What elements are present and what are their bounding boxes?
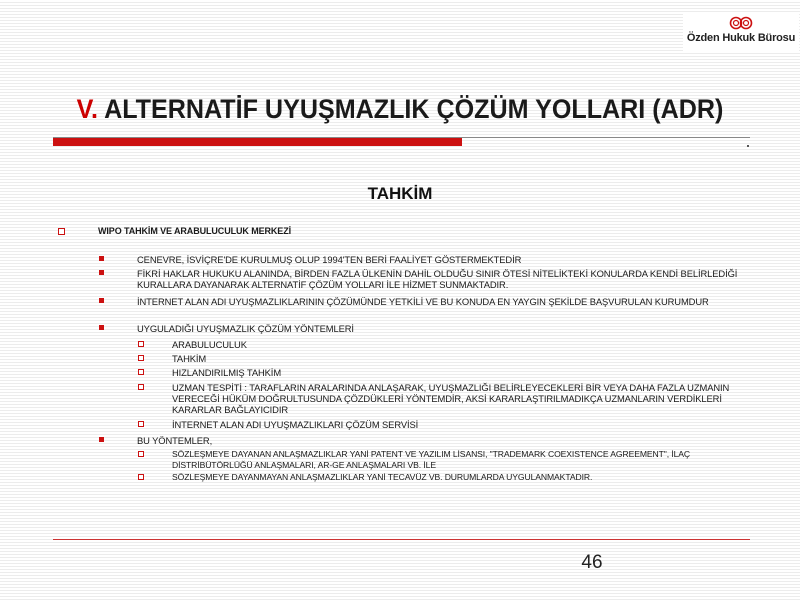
list-item-level3: HIZLANDIRILMIŞ TAHKİM: [172, 367, 282, 378]
small-hollow-bullet-icon: [138, 369, 144, 375]
title-divider-dot: [747, 145, 749, 147]
small-hollow-bullet-icon: [138, 451, 144, 457]
small-hollow-bullet-icon: [138, 474, 144, 480]
footer-divider: [53, 539, 750, 540]
page-number: 46: [581, 552, 603, 573]
list-item-level2: İNTERNET ALAN ADI UYUŞMAZLIKLARININ ÇÖZÜMÜNDE YETKİLİ VE BU KONUDA EN YAYGIN ŞEKİLDE BAŞVURULAN KURUMDUR: [137, 296, 709, 307]
chapter-number: V.: [76, 94, 99, 124]
interlinked-rings-icon: [728, 16, 754, 30]
firm-name: Özden Hukuk Bürosu: [686, 32, 796, 44]
title-accent-bar: [53, 138, 462, 146]
small-hollow-bullet-icon: [138, 384, 144, 390]
list-item-level2: BU YÖNTEMLER,: [137, 435, 213, 446]
red-square-bullet-icon: [99, 325, 104, 330]
small-hollow-bullet-icon: [138, 341, 144, 347]
small-hollow-bullet-icon: [138, 421, 144, 427]
list-item-level3: UZMAN TESPİTİ : TARAFLARIN ARALARINDA ANLAŞARAK, UYUŞMAZLIĞI BELİRLEYECEKLERİ BİR VEYA DAHA FAZLA UZMANIN VERECEĞİ HÜKÜM DOĞRULTUSUNDA ÇÖZDÜKLERİ YÖNTEMDİR, AKSİ KARARLAŞTIRILMADIKÇA UZMANLARIN VERDİKLERİ KARARLAR BAĞLAYICIDIR: [172, 382, 730, 415]
hollow-square-bullet-icon: [58, 228, 65, 235]
firm-logo: [683, 14, 799, 52]
list-item-level3: TAHKİM: [172, 353, 207, 364]
list-item-level1: WIPO TAHKİM VE ARABULUCULUK MERKEZİ: [98, 226, 291, 236]
section-heading: [0, 184, 800, 204]
red-square-bullet-icon: [99, 270, 104, 275]
list-item-level3: SÖZLEŞMEYE DAYANMAYAN ANLAŞMAZLIKLAR YANİ TECAVÜZ VB. DURUMLARDA UYGULANMAKTADIR.: [172, 472, 593, 482]
small-hollow-bullet-icon: [138, 355, 144, 361]
slide-title: [28, 94, 772, 125]
list-item-level3: İNTERNET ALAN ADI UYUŞMAZLIKLARI ÇÖZÜM SERVİSİ: [172, 419, 419, 430]
list-item-level3: SÖZLEŞMEYE DAYANAN ANLAŞMAZLIKLAR YANİ PATENT VE YAZILIM LİSANSI, "TRADEMARK COEXISTENCE AGREEMENT", İLAÇ DİSTRİBÜTÖRLÜĞÜ ANLAŞMALARI, AR-GE ANLAŞMALARI VB. İLE: [172, 449, 691, 470]
section-heading-text: TAHKİM: [367, 184, 433, 203]
red-square-bullet-icon: [99, 437, 104, 442]
list-item-level3: ARABULUCULUK: [172, 339, 247, 350]
red-square-bullet-icon: [99, 298, 104, 303]
list-item-level2: UYGULADIĞI UYUŞMAZLIK ÇÖZÜM YÖNTEMLERİ: [137, 323, 354, 334]
chapter-title: ALTERNATİF UYUŞMAZLIK ÇÖZÜM YOLLARI (ADR): [104, 94, 724, 124]
list-item-level2: CENEVRE, İSVİÇRE'DE KURULMUŞ OLUP 1994'TEN BERİ FAALİYET GÖSTERMEKTEDİR: [137, 254, 522, 265]
list-item-level2: FİKRİ HAKLAR HUKUKU ALANINDA, BİRDEN FAZLA ÜLKENİN DAHİL OLDUĞU SINIR ÖTESİ NİTELİKTEKİ KONULARDA KENDİ BELİRLEDİĞİ KURALLARA DAYANARAK ALTERNATİF ÇÖZÜM YOLLARI İLE HİZMET SUNMAKTADIR.: [137, 268, 738, 290]
red-square-bullet-icon: [99, 256, 104, 261]
